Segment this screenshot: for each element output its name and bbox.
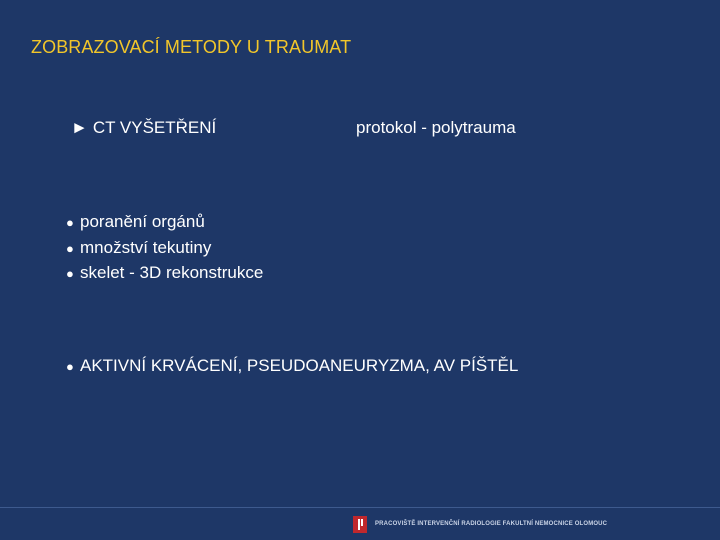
ct-heading xyxy=(71,118,216,138)
list-item xyxy=(66,261,263,287)
footer-text: PRACOVIŠTĚ INTERVENČNÍ RADIOLOGIE FAKULTNÍ NEMOCNICE OLOMOUC xyxy=(375,521,608,527)
bullet-dot-icon: ● xyxy=(66,359,74,374)
arrow-bullet-icon: ► xyxy=(71,118,88,137)
list-item-text: skelet - 3D rekonstrukce xyxy=(80,263,264,282)
list-item xyxy=(66,210,263,236)
list-item xyxy=(66,236,263,262)
ct-label: CT VYŠETŘENÍ xyxy=(92,118,217,137)
footer-divider xyxy=(0,507,720,508)
protocol-text: protokol - polytrauma xyxy=(356,118,516,137)
bullet-dot-icon: ● xyxy=(66,240,74,256)
footer xyxy=(353,514,607,534)
active-bleeding-text: AKTIVNÍ KRVÁCENÍ, PSEUDOANEURYZMA, AV PÍŠTĚL xyxy=(80,356,519,375)
bullet-dot-icon: ● xyxy=(66,266,74,281)
list-item-text: poranění orgánů xyxy=(80,212,205,231)
slide-title: ZOBRAZOVACÍ METODY U TRAUMAT xyxy=(31,37,352,57)
hospital-logo-icon xyxy=(353,516,367,533)
bullet-list xyxy=(66,210,263,287)
active-bleeding-item xyxy=(66,356,518,376)
bullet-dot-icon: ● xyxy=(66,215,74,230)
list-item-text: množství tekutiny xyxy=(80,237,212,257)
